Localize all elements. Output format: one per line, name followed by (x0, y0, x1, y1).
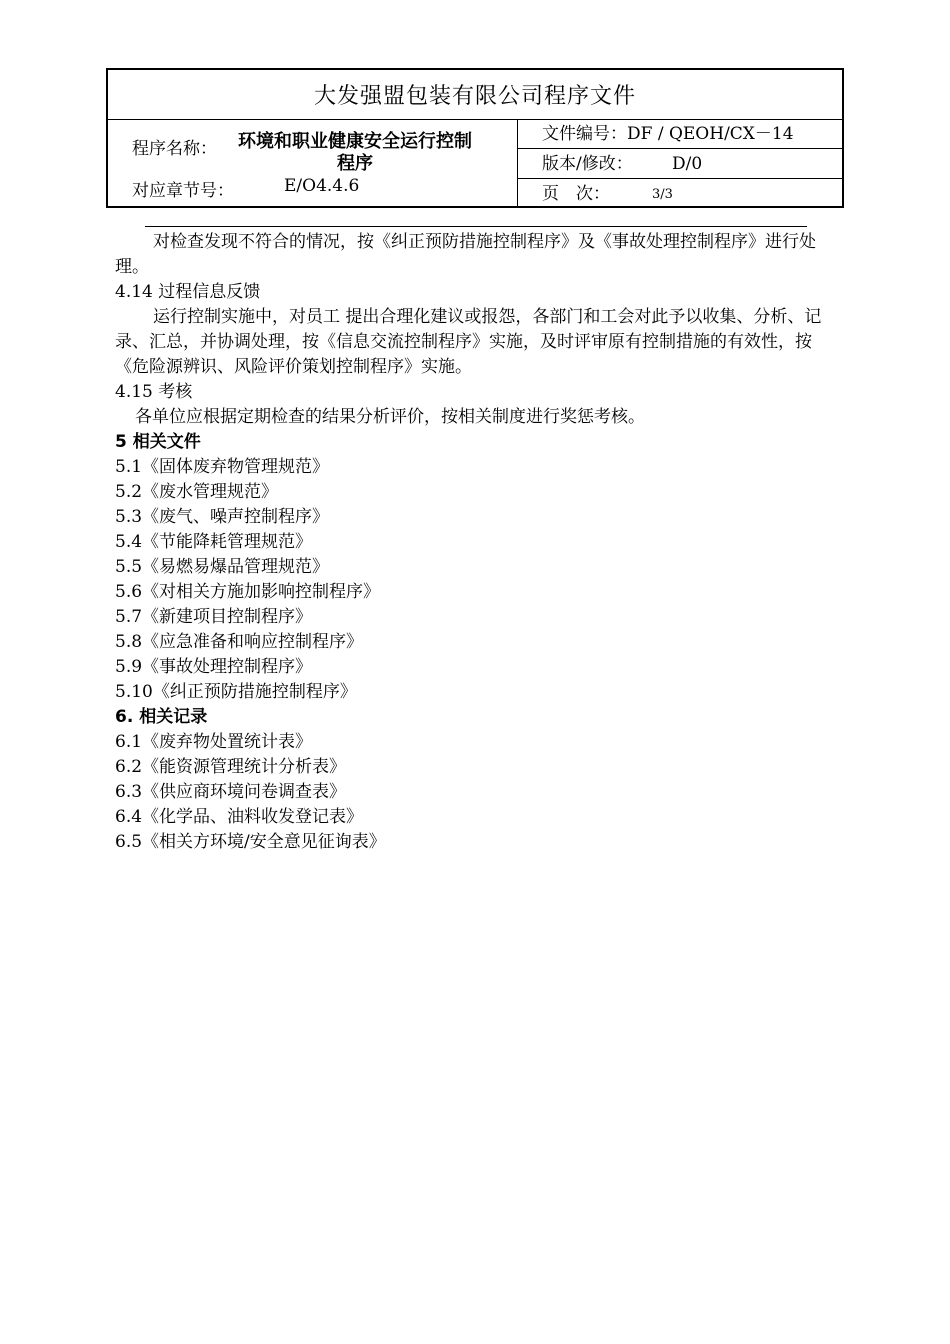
document-header (106, 68, 844, 208)
section-5-title: 5 相关文件 (115, 432, 201, 452)
page-row (518, 180, 844, 209)
file-number: 文件编号：DF / QEOH/CX－14 (542, 124, 794, 144)
program-info-cell (108, 120, 518, 208)
version-label: 版本/修改： (542, 154, 633, 174)
section-4-15-title: 4.15 考核 (115, 382, 193, 402)
document-body (115, 230, 840, 855)
section-4-15-text: 各单位应根据定期检查的结果分析评价，按相关制度进行奖惩考核。 (135, 407, 645, 427)
version-value: D/0 (672, 154, 703, 174)
chapter-label: 对应章节号： (132, 181, 234, 201)
page-label: 页 次： (542, 184, 610, 204)
document-meta-cell (518, 120, 844, 208)
program-name-value: 环境和职业健康安全运行控制程序 (238, 131, 472, 174)
section-4-14-title: 4.14 过程信息反馈 (115, 282, 261, 302)
list-item: 6.1《废弃物处置统计表》 (115, 732, 313, 752)
list-item: 6.5《相关方环境/安全意见征询表》 (115, 832, 386, 852)
chapter-value: E/O4.4.6 (284, 176, 360, 196)
list-item: 6.4《化学品、油料收发登记表》 (115, 807, 364, 827)
header-divider (145, 226, 807, 227)
list-item: 5.1《固体废弃物管理规范》 (115, 457, 330, 477)
list-item: 5.8《应急准备和响应控制程序》 (115, 632, 364, 652)
list-item: 5.3《废气、噪声控制程序》 (115, 507, 330, 527)
list-item: 5.2《废水管理规范》 (115, 482, 279, 502)
list-item: 5.4《节能降耗管理规范》 (115, 532, 313, 552)
paragraph-nonconformity: 对检查发现不符合的情况，按《纠正预防措施控制程序》及《事故处理控制程序》进行处理。 (115, 232, 816, 277)
section-4-14-text: 运行控制实施中，对员工 提出合理化建议或报怨，各部门和工会对此予以收集、分析、记录、汇总，并协调处理，按《信息交流控制程序》实施，及时评审原有控制措施的有效性，按《危险源辨识、风险评价策划控制程序》实施。 (115, 307, 822, 377)
list-item: 5.5《易燃易爆品管理规范》 (115, 557, 330, 577)
page-value: 3/3 (652, 187, 673, 202)
list-item: 6.2《能资源管理统计分析表》 (115, 757, 347, 777)
list-item: 5.10《纠正预防措施控制程序》 (115, 682, 357, 702)
file-number-row (518, 120, 844, 149)
version-row (518, 150, 844, 179)
list-item: 6.3《供应商环境问卷调查表》 (115, 782, 347, 802)
program-name-label: 程序名称： (132, 139, 217, 159)
list-item: 5.9《事故处理控制程序》 (115, 657, 313, 677)
company-title: 大发强盟包装有限公司程序文件 (108, 70, 842, 120)
section-6-title: 6. 相关记录 (115, 707, 208, 727)
list-item: 5.6《对相关方施加影响控制程序》 (115, 582, 381, 602)
list-item: 5.7《新建项目控制程序》 (115, 607, 313, 627)
